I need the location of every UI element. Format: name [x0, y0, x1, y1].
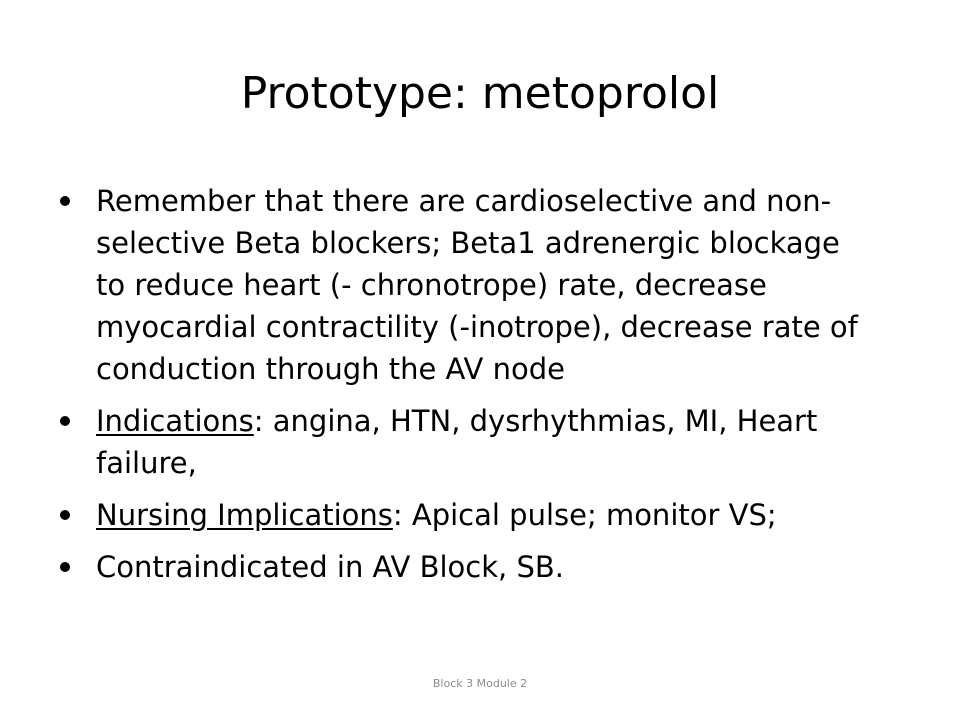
bullet-text: Remember that there are cardioselective and non-selective Beta blockers; Beta1 adrenergic blockage to reduce heart (- chronotrope) rate, decrease myocardial contractility (-inotrope), decrease rate of conduction through the AV node [96, 184, 858, 386]
bullet-icon [60, 196, 70, 206]
slide-footer: Block 3 Module 2 [432, 677, 528, 690]
slide-title: Prototype: metoprolol [240, 68, 720, 119]
indications-label: Indications [96, 404, 254, 438]
bullet-icon [60, 416, 70, 426]
nursing-implications-label: Nursing Implications [96, 498, 393, 532]
bullet-icon [60, 562, 70, 572]
bullet-icon [60, 510, 70, 520]
bullet-indications [56, 400, 876, 484]
bullet-nursing-implications [56, 494, 876, 536]
bullet-list [56, 180, 876, 588]
bullet-text: : angina, HTN, dysrhythmias, MI, Heart failure, [96, 404, 818, 480]
bullet-contraindications [56, 546, 876, 588]
bullet-beta-blockers [56, 180, 876, 390]
bullet-text: : Apical pulse; monitor VS; [392, 498, 777, 532]
bullet-text: Contraindicated in AV Block, SB. [96, 550, 564, 584]
